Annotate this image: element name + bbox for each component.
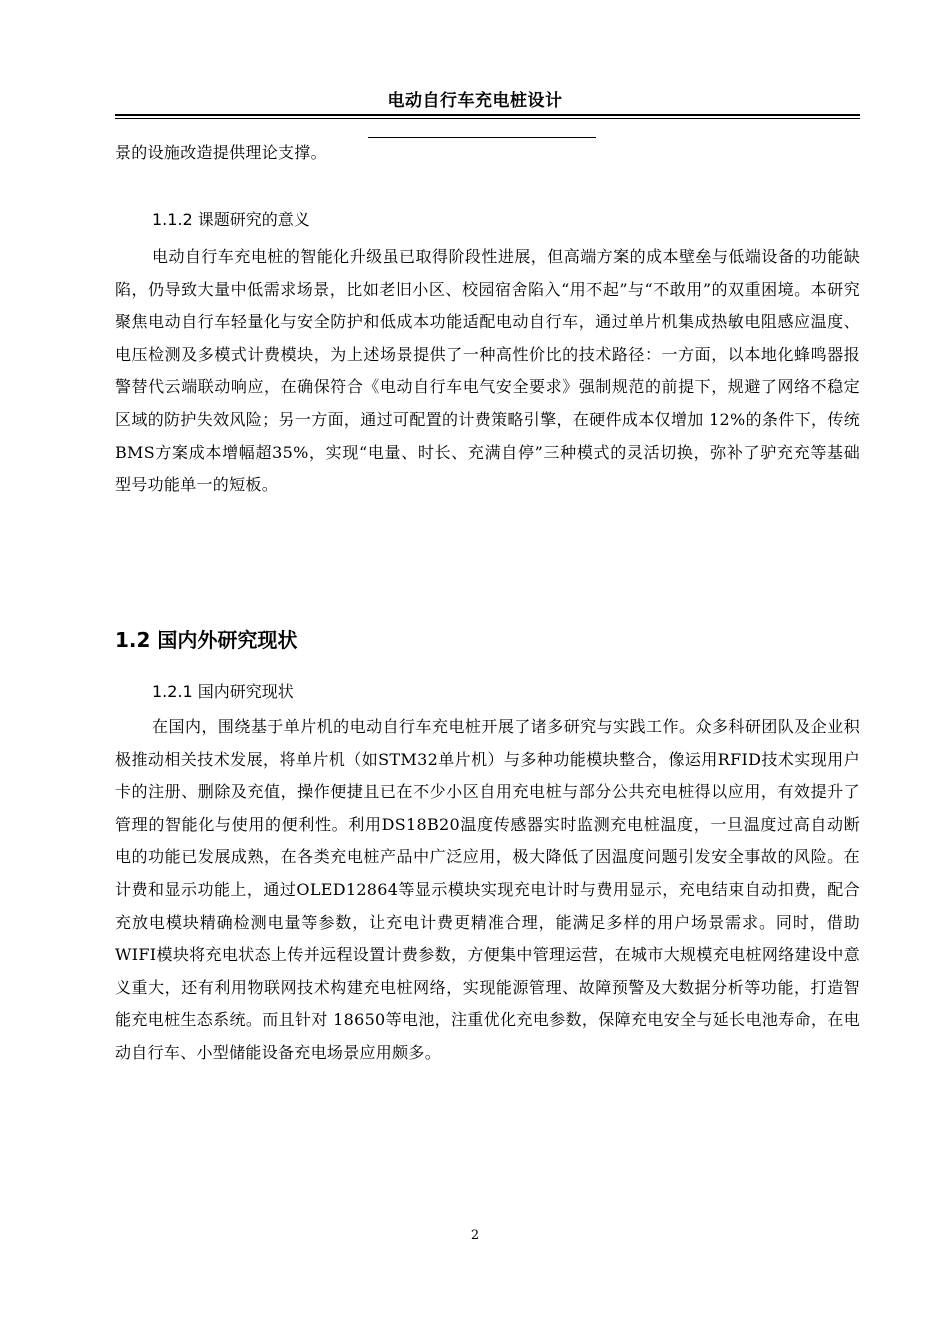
running-header-title: 电动自行车充电桩设计 (387, 91, 563, 111)
paragraph-significance-text: 电动自行车充电桩的智能化升级虽已取得阶段性进展，但高端方案的成本壁垒与低端设备的功能缺陷，仍导致大量中低需求场景，比如老旧小区、校园宿舍陷入“用不起”与“不敢用”的双重困境。本研究聚焦电动自行车轻量化与安全防护和低成本功能适配电动自行车，通过单片机集成热敏电阻感应温度、电压检测及多模式计费模块，为上述场景提供了一种高性价比的技术路径：一方面，以本地化蜂鸣器报警替代云端联动响应，在确保符合《电动自行车电气安全要求》强制规范的前提下，规避了网络不稳定区域的防护失效风险；另一方面，通过可配置的计费策略引擎，在硬件成本仅增加 12%的条件下，传统BMS方案成本增幅超35%，实现“电量、时长、充满自停”三种模式的灵活切换，弥补了驴充充等基础型号功能单一的短板。 (115, 247, 860, 495)
header-rule-thick (115, 114, 860, 116)
paragraph-domestic-research-text: 在国内，围绕基于单片机的电动自行车充电桩开展了诸多研究与实践工作。众多科研团队及企业积极推动相关技术发展，将单片机（如STM32单片机）与多种功能模块整合，像运用RFID技术实现用户卡的注册、删除及充值，操作便捷且已在不少小区自用充电桩与部分公共充电桩得以应用，有效提升了管理的智能化与使用的便利性。利用DS18B20温度传感器实时监测充电桩温度，一旦温度过高自动断电的功能已发展成熟，在各类充电桩产品中广泛应用，极大降低了因温度问题引发安全事故的风险。在计费和显示功能上，通过OLED12864等显示模块实现充电计时与费用显示，充电结束自动扣费，配合充放电模块精确检测电量等参数，让充电计费更精准合理，能满足多样的用户场景需求。同时，借助WIFI模块将充电状态上传并远程设置计费参数，方便集中管理运营，在城市大规模充电桩网络建设中意义重大，还有利用物联网技术构建充电桩网络，实现能源管理、故障预警及大数据分析等功能，打造智能充电桩生态系统。而且针对 18650等电池，注重优化充电参数，保障充电安全与延长电池寿命，在电动自行车、小型储能设备充电场景应用颇多。 (115, 717, 860, 1062)
section-heading-1-2: 1.2 国内外研究现状 (115, 628, 298, 652)
header-rule-thin (115, 118, 860, 119)
subsection-heading-1-2-1: 1.2.1 国内研究现状 (152, 682, 294, 701)
paragraph-significance (115, 241, 860, 502)
subsection-heading-1-1-2: 1.1.2 课题研究的意义 (152, 210, 310, 229)
continuation-line: 景的设施改造提供理论支撑。 (115, 143, 327, 162)
page-number: 2 (470, 1228, 480, 1243)
paragraph-domestic-research (115, 711, 860, 1070)
continuation-text (115, 137, 860, 170)
